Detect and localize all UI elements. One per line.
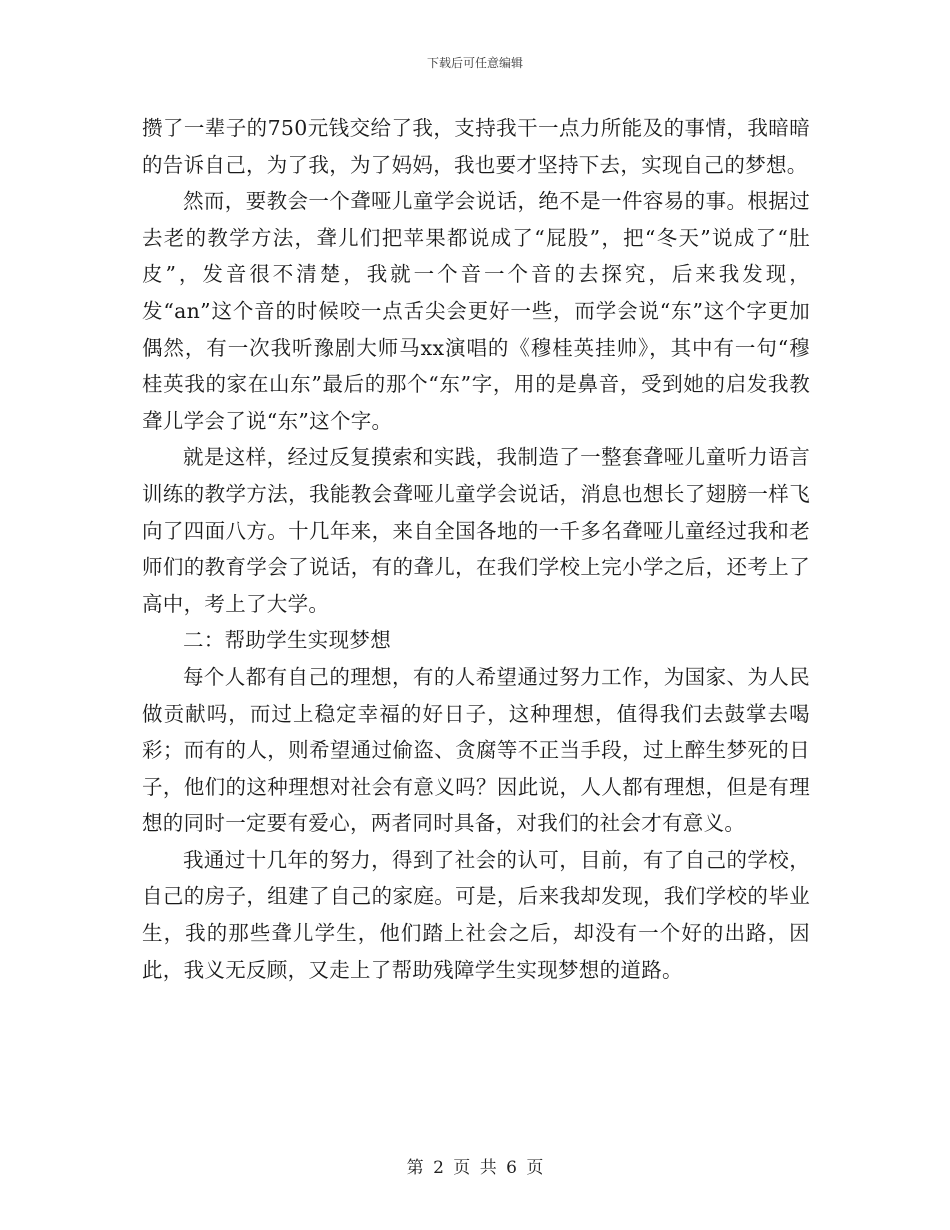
page-number-footer: 第 2 页 共 6 页 bbox=[406, 1158, 544, 1178]
page-header: 下载后可任意编辑 bbox=[426, 56, 523, 70]
paragraph-graduates: 我通过十几年的努力，得到了社会的认可，目前，有了自己的学校，自己的房子，组建了自己的家庭。可是，后来我却发现，我们学校的毕业生，我的那些聋儿学生，他们踏上社会之后，却没有一个好的出路，因此，我义无反顾，又走上了帮助残障学生实现梦想的道路。 bbox=[142, 847, 810, 982]
paragraph-teaching-method: 就是这样，经过反复摸索和实践，我制造了一整套聋哑儿童听力语言训练的教学方法，我能教会聋哑儿童学会说话，消息也想长了翅膀一样飞向了四面八方。十几年来，来自全国各地的一千多名聋哑儿童经过我和老师们的教育学会了说话，有的聋儿，在我们学校上完小学之后，还考上了高中，考上了大学。 bbox=[142, 445, 810, 616]
section-heading: 二：帮助学生实现梦想 bbox=[183, 628, 391, 653]
document-body bbox=[142, 110, 810, 988]
paragraph-teaching-difficulty: 然而，要教会一个聋哑儿童学会说话，绝不是一件容易的事。根据过去老的教学方法，聋儿们把苹果都说成了“屁股”，把“冬天”说成了“肚皮”，发音很不清楚，我就一个音一个音的去探究，后来我发现，发“an”这个音的时候咬一点舌尖会更好一些，而学会说“东”这个字更加偶然，有一次我听豫剧大师马xx演唱的《穆桂英挂帅》，其中有一句“穆桂英我的家在山东”最后的那个“东”字，用的是鼻音，受到她的启发我教聋儿学会了说“东”这个字。 bbox=[142, 189, 810, 433]
paragraph-ideals: 每个人都有自己的理想，有的人希望通过努力工作，为国家、为人民做贡献吗，而过上稳定幸福的好日子，这种理想，值得我们去鼓掌去喝彩；而有的人，则希望通过偷盗、贪腐等不正当手段，过上醉生梦死的日子，他们的这种理想对社会有意义吗？因此说，人人都有理想，但是有理想的同时一定要有爱心，两者同时具备，对我们的社会才有意义。 bbox=[142, 664, 810, 836]
paragraph-continuation: 攒了一辈子的750元钱交给了我，支持我干一点力所能及的事情，我暗暗的告诉自己，为了我，为了妈妈，我也要才坚持下去，实现自己的梦想。 bbox=[142, 116, 810, 177]
